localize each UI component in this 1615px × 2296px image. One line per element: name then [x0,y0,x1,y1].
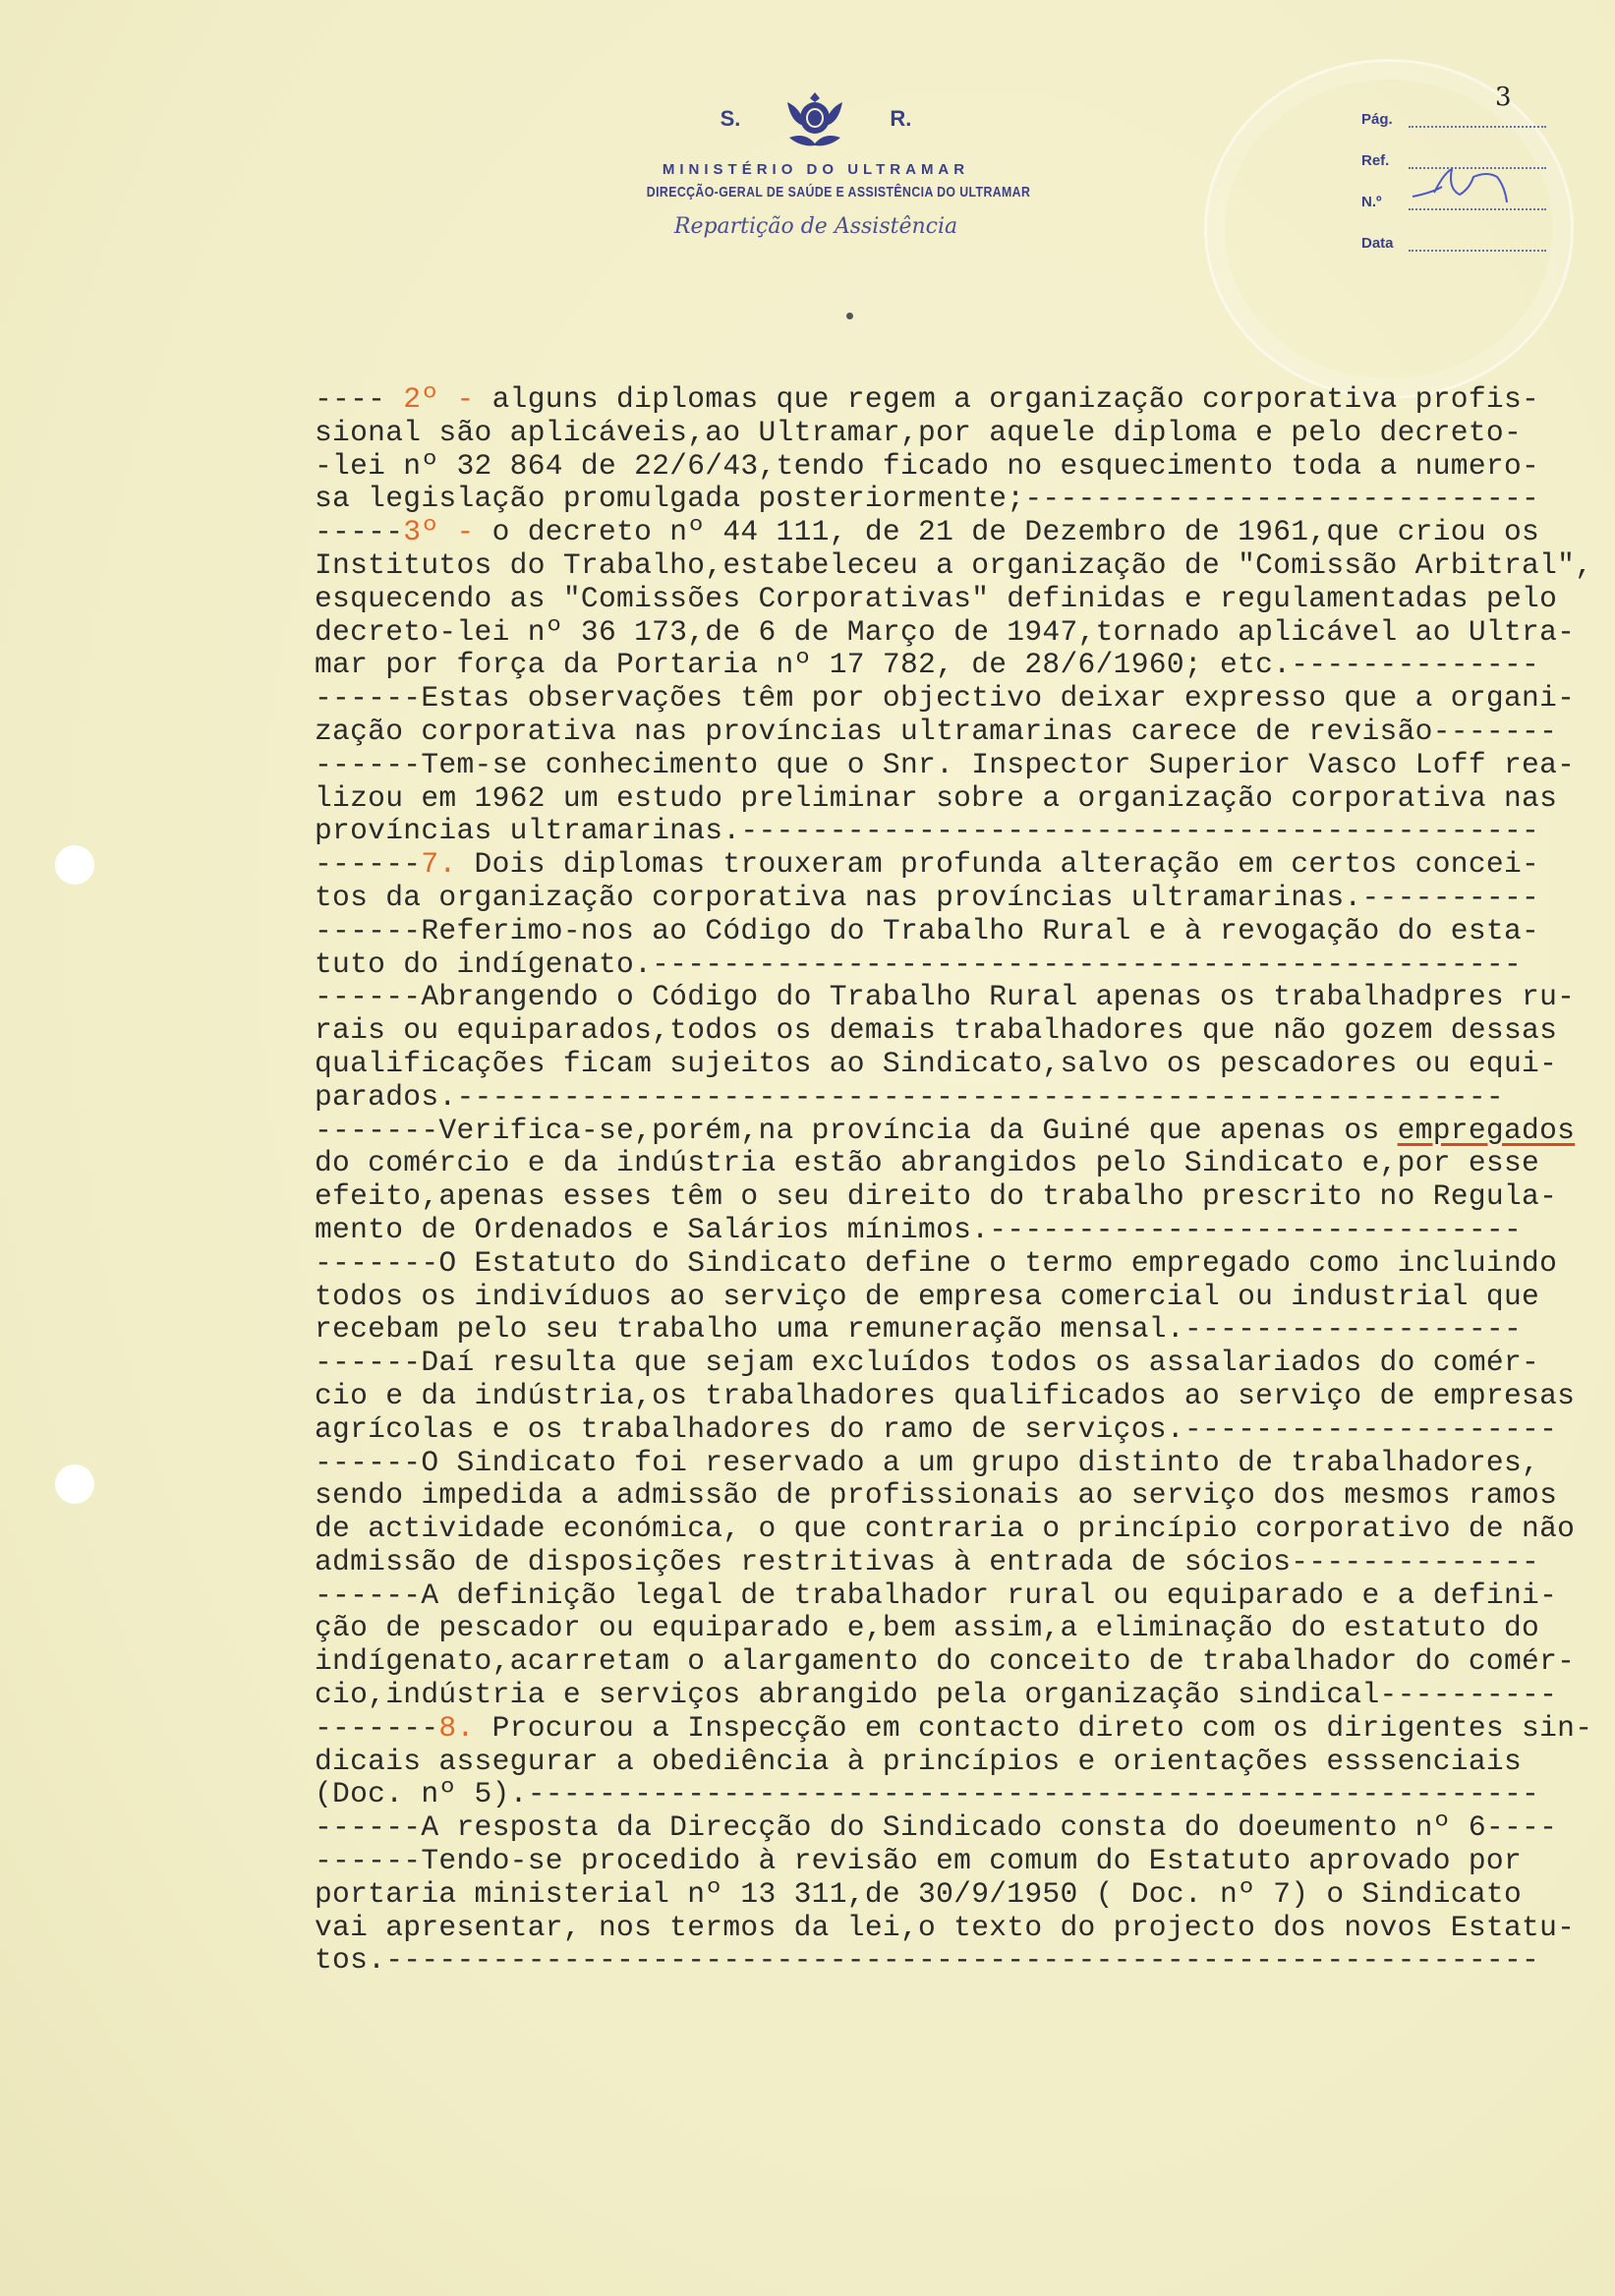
text-segment: ------Tem-se conhecimento que o Snr. Inspector Superior Vasco Loff rea- [315,747,1576,781]
text-segment: alguns diplomas que regem a organização corporativa profis- [474,382,1540,416]
text-line [315,1180,1592,1214]
text-segment: qualificações ficam sujeitos ao Sindicato,salvo os pescadores ou equi- [315,1046,1558,1080]
text-line [315,1048,1592,1081]
text-line [315,815,1592,848]
text-segment: zação corporativa nas províncias ultramarinas carece de revisão------- [315,714,1558,748]
text-line [315,383,1592,417]
text-line [315,450,1592,484]
text-line [315,1147,1592,1180]
text-line [315,1679,1592,1712]
ref-label: Ref. [1361,152,1390,169]
text-line [315,1313,1592,1347]
text-segment: -lei nº 32 864 de 22/6/43,tendo ficado no esquecimento toda a numero- [315,448,1540,483]
text-segment: Dois diplomas trouxeram profunda alteração em certos concei- [456,847,1540,882]
text-line [315,1014,1592,1048]
text-segment: efeito,apenas esses têm o seu direito do trabalho prescrito no Regula- [315,1179,1558,1214]
text-segment: ------A resposta da Direcção do Sindicado consta do doeumento nº 6---- [315,1810,1558,1845]
text-segment: ------Referimo-nos ao Código do Trabalho Rural e à revogação do esta- [315,913,1540,947]
text-segment: ------Abrangendo o Código do Trabalho Rural apenas os trabalhadpres ru- [315,980,1576,1014]
letterhead-r: R. [890,106,912,131]
text-line [315,915,1592,948]
text-segment: sional são aplicáveis,ao Ultramar,por aquele diploma e pelo decreto- [315,415,1523,449]
text-line [315,1081,1592,1115]
text-line [315,549,1592,583]
letterhead-s: S. [720,106,741,131]
text-segment: ------ [315,847,422,882]
text-segment: províncias ultramarinas.--------------------------------------------- [315,814,1540,848]
text-line [315,1811,1592,1845]
text-segment: ----- [315,515,404,549]
item-number: 7. [421,847,457,882]
text-line [315,1281,1592,1314]
text-line [315,1546,1592,1579]
text-line [315,882,1592,915]
text-line [315,1645,1592,1679]
coat-of-arms-icon [779,88,850,149]
text-line [315,1579,1592,1613]
text-segment: -------O Estatuto do Sindicato define o termo empregado como incluindo [315,1245,1558,1280]
text-segment: todos os indivíduos ao serviço de empresa comercial ou industrial que [315,1279,1540,1313]
text-segment: agrícolas e os trabalhadores do ramo de serviços.--------------------- [315,1411,1558,1446]
text-segment: portaria ministerial nº 13 311,de 30/9/1950 ( Doc. nº 7) o Sindicato [315,1876,1523,1911]
text-line [315,516,1592,549]
page-number: 3 [1495,83,1512,112]
text-segment: mar por força da Portaria nº 17 782, de 28/6/1960; etc.-------------- [315,648,1540,682]
text-line [315,749,1592,782]
underlined-word: empregados [1397,1113,1576,1147]
handwritten-number [1409,163,1556,208]
text-line [315,616,1592,650]
text-segment: lizou em 1962 um estudo preliminar sobre a organização corporativa nas [315,780,1558,815]
text-line [315,1712,1592,1746]
text-segment: tos da organização corporativa nas províncias ultramarinas.---------- [315,880,1540,914]
text-line [315,583,1592,616]
text-line [315,649,1592,682]
text-line [315,682,1592,716]
text-segment: indígenato,acarretam o alargamento do conceito de trabalhador do comér- [315,1644,1576,1679]
text-line [315,1878,1592,1912]
text-segment: tuto do indígenato.------------------------------------------------- [315,947,1523,981]
text-segment: sendo impedida a admissão de profissionais ao serviço dos mesmos ramos [315,1478,1558,1513]
text-line [315,483,1592,516]
text-segment: do comércio e da indústria estão abrangidos pelo Sindicato e,por esse [315,1146,1540,1180]
text-segment: admissão de disposições restritivas à entrada de sócios-------------- [315,1544,1540,1578]
text-line [315,1347,1592,1380]
text-segment: ------- [315,1710,439,1745]
text-line [315,1447,1592,1480]
text-segment: dicais assegurar a obediência à princípios e orientações esssenciais [315,1744,1523,1778]
text-line [315,1612,1592,1645]
department-name: Repartição de Assistência [673,214,958,239]
text-segment: parados.----------------------------------------------------------- [315,1079,1504,1114]
text-line [315,1845,1592,1878]
text-segment: decreto-lei nº 36 173,de 6 de Março de 1947,tornado aplicável ao Ultra- [315,614,1576,649]
text-segment: mento de Ordenados e Salários mínimos.------------------------------ [315,1212,1523,1246]
text-segment: ------Daí resulta que sejam excluídos todos os assalariados do comér- [315,1346,1540,1380]
text-line [315,1912,1592,1945]
text-line [315,1944,1592,1978]
text-line [315,1214,1592,1247]
punch-hole [55,1464,94,1504]
text-segment: ção de pescador ou equiparado e,bem assim,a eliminação do estatuto do [315,1611,1540,1645]
text-segment: esquecendo as "Comissões Corporativas" definidas e regulamentadas pelo [315,581,1558,615]
dot-mark [846,313,853,319]
text-segment: o decreto nº 44 111, de 21 de Dezembro de 1961,que criou os [474,515,1540,549]
text-line [315,417,1592,450]
text-line [315,1115,1592,1148]
document-body [315,383,1592,1978]
text-segment: vai apresentar, nos termos da lei,o texto do projecto dos novos Estatu- [315,1910,1576,1944]
text-line [315,782,1592,816]
text-segment: ------Tendo-se procedido à revisão em comum do Estatuto aprovado por [315,1844,1523,1878]
text-segment: Institutos do Trabalho,estabeleceu a organização de "Comissão Arbitral", [315,547,1593,582]
ministry-name: MINISTÉRIO DO ULTRAMAR [662,161,970,178]
text-segment: recebam pelo seu trabalho uma remuneração mensal.------------------- [315,1312,1523,1347]
text-line [315,848,1592,882]
number-label: N.º [1361,194,1382,210]
letterhead [609,88,1031,239]
text-segment: tos.----------------------------------------------------------------- [315,1943,1540,1978]
page-label: Pág. [1361,111,1393,128]
text-line [315,948,1592,982]
text-line [315,1247,1592,1281]
item-number: 8. [438,1710,475,1745]
text-line [315,1778,1592,1811]
text-segment: rais ou equiparados,todos os demais trabalhadores que não gozem dessas [315,1013,1558,1048]
text-segment: sa legislação promulgada posteriormente;----------------------------- [315,482,1540,516]
text-line [315,1413,1592,1447]
text-segment: Procurou a Inspecção em contacto direto com os dirigentes sin- [474,1710,1593,1745]
text-segment: ------A definição legal de trabalhador rural ou equiparado e a defini- [315,1578,1558,1612]
text-segment: ------Estas observações têm por objectivo deixar expresso que a organi- [315,681,1576,716]
text-segment: cio e da indústria,os trabalhadores qualificados ao serviço de empresas [315,1378,1576,1412]
reference-fields [1361,83,1546,252]
item-number: 2º - [403,382,475,416]
text-segment: -------Verifica-se,porém,na província da Guiné que apenas os [315,1113,1398,1147]
punch-hole [55,845,94,885]
text-segment: ---- [315,382,404,416]
text-line [315,1479,1592,1513]
text-segment: ------O Sindicato foi reservado a um grupo distinto de trabalhadores, [315,1445,1540,1479]
text-line [315,716,1592,749]
text-segment: (Doc. nº 5).--------------------------------------------------------- [315,1777,1540,1811]
directorate-name: DIRECÇÃO-GERAL DE SAÚDE E ASSISTÊNCIA DO ULTRAMAR [646,184,1031,201]
item-number: 3º - [403,515,475,549]
date-label: Data [1361,235,1394,252]
text-line [315,1513,1592,1546]
text-segment: de actividade económica, o que contraria o princípio corporativo de não [315,1512,1576,1546]
text-line [315,981,1592,1014]
text-segment: cio,indústria e serviços abrangido pela organização sindical---------- [315,1678,1558,1712]
text-line [315,1746,1592,1779]
text-line [315,1380,1592,1413]
